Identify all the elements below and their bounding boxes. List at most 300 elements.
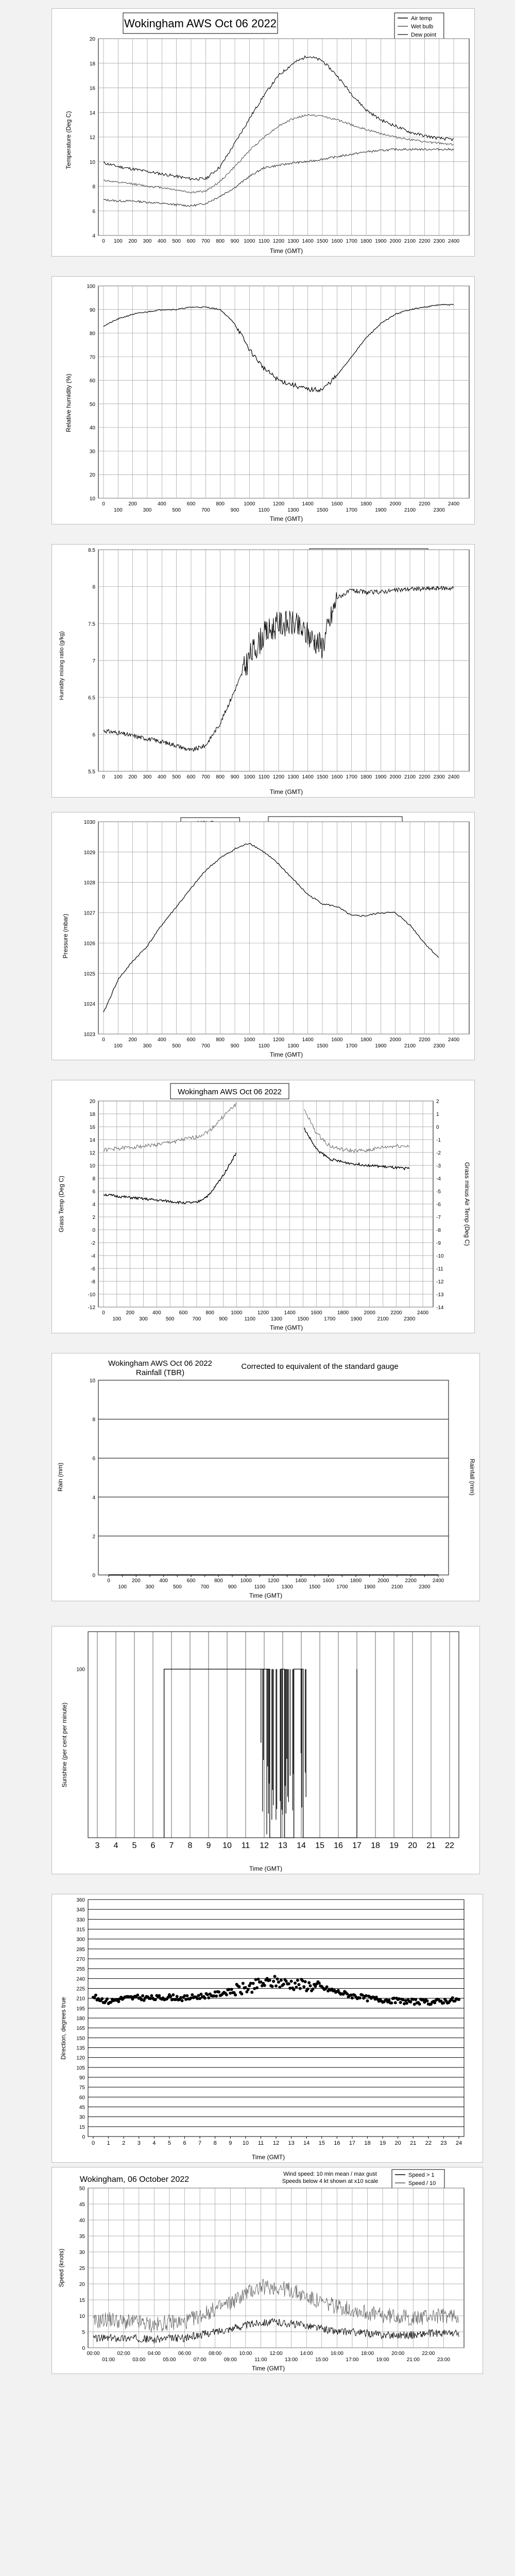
wind-direction-y-tick-label: 195 [76, 2006, 85, 2012]
pressure-chart [52, 812, 474, 1060]
mixing-ratio-x-tick-label: 2100 [404, 774, 416, 780]
mixing-ratio-x-axis-label: Time (GMT) [269, 788, 303, 795]
wind-speed-x-tick-label: 03:00 [132, 2357, 146, 2363]
wind-direction-point [366, 1999, 369, 2003]
rainfall-x-tick-label: 1800 [350, 1578, 362, 1584]
wind-direction-y-tick-label: 360 [76, 1897, 85, 1903]
pressure-x-tick-label: 500 [172, 1043, 181, 1049]
grass-x-tick-label: 1600 [311, 1310, 322, 1316]
sunshine-x-tick-label: 12 [260, 1841, 269, 1850]
humidity-x-tick-label: 800 [216, 501, 225, 507]
pressure-x-tick-label: 200 [128, 1037, 138, 1043]
pressure-x-tick-label: 1600 [331, 1037, 343, 1043]
grass-y-tick-label: -2 [91, 1241, 95, 1246]
humidity-x-tick-label: 2300 [433, 507, 445, 513]
temperature-x-tick-label: 100 [113, 239, 123, 244]
grass-y-tick-label: 14 [89, 1138, 95, 1143]
wind-direction-point [263, 1984, 266, 1987]
humidity-x-tick-label: 1200 [272, 501, 285, 507]
temperature-y-tick-label: 10 [89, 159, 95, 165]
temperature-y-tick-label: 8 [92, 184, 95, 190]
mixing-ratio-x-tick-label: 800 [216, 774, 225, 780]
sunshine-x-tick-label: 4 [113, 1841, 118, 1850]
grass-y2-tick-label: 2 [436, 1099, 439, 1105]
grass-y-tick-label: 4 [92, 1202, 95, 1208]
wind-speed-x-tick-label: 06:00 [178, 2351, 192, 2357]
temperature-x-axis-label: Time (GMT) [269, 247, 303, 255]
mixing-ratio-y-tick-label: 7.5 [88, 621, 95, 628]
wind-direction-point [365, 1994, 368, 1997]
wind-speed-y-tick-label: 15 [79, 2298, 85, 2303]
sunshine-x-tick-label: 6 [150, 1841, 156, 1850]
wind-direction-point [409, 2001, 412, 2004]
pressure-x-tick-label: 2300 [433, 1043, 445, 1049]
wind-direction-point [154, 1998, 157, 2001]
rainfall-x-tick-label: 1200 [267, 1578, 280, 1584]
grass-x-tick-label: 2100 [377, 1316, 389, 1322]
mixing-ratio-x-tick-label: 1200 [272, 774, 285, 780]
temperature-x-tick-label: 1000 [244, 239, 255, 244]
pressure-y-tick-label: 1026 [83, 941, 95, 947]
mixing-ratio-x-tick-label: 1600 [331, 774, 343, 780]
sunshine-x-tick-label: 14 [297, 1841, 306, 1850]
wind-speed-x-tick-label: 09:00 [224, 2357, 237, 2363]
pressure-plot-area [98, 822, 469, 1034]
wind-direction-point [325, 1986, 329, 1989]
grass-x-tick-label: 1400 [284, 1310, 296, 1316]
sunshine-x-tick-label: 22 [445, 1841, 454, 1850]
pressure-x-tick-label: 400 [157, 1037, 166, 1043]
rainfall-plot-area [98, 1380, 449, 1575]
temperature-y-tick-label: 18 [89, 61, 95, 67]
grass-y2-tick-label: -10 [436, 1253, 444, 1259]
temperature-x-tick-label: 900 [230, 239, 239, 244]
pressure-y-axis-label: Pressure (mbar) [62, 913, 69, 959]
temperature-x-tick-label: 1900 [375, 239, 387, 244]
temperature-x-tick-label: 200 [128, 239, 138, 244]
grass-x-tick-label: 1200 [257, 1310, 269, 1316]
humidity-x-tick-label: 1600 [331, 501, 343, 507]
wind-direction-point [93, 1996, 96, 1999]
wind-speed-x-tick-label: 16:00 [330, 2351, 344, 2357]
pressure-y-tick-label: 1023 [83, 1032, 95, 1038]
wind-speed-y-tick-label: 40 [79, 2218, 85, 2224]
humidity-x-tick-label: 0 [102, 501, 105, 507]
grass-y2-tick-label: -14 [436, 1305, 444, 1311]
wind-direction-point [274, 1985, 278, 1988]
humidity-y-tick-label: 20 [89, 472, 95, 479]
humidity-x-tick-label: 500 [172, 507, 181, 513]
wind-direction-point [271, 1985, 274, 1988]
grass-x-tick-label: 2400 [417, 1310, 429, 1316]
rainfall-x-tick-label: 1000 [240, 1578, 252, 1584]
mixing-ratio-x-tick-label: 1000 [244, 774, 255, 780]
wind-direction-point [285, 1980, 288, 1983]
wind-direction-x-tick-label: 3 [137, 2140, 141, 2146]
humidity-x-tick-label: 1900 [375, 507, 387, 513]
temperature-x-tick-label: 400 [157, 239, 166, 244]
wind-speed-x-tick-label: 02:00 [117, 2351, 130, 2357]
grass-y-tick-label: -12 [88, 1305, 95, 1311]
wind-direction-point [242, 1982, 245, 1985]
wind-direction-point [273, 1975, 277, 1978]
wind-speed-x-tick-label: 17:00 [346, 2357, 359, 2363]
wind-direction-point [276, 1977, 279, 1980]
wind-direction-point [457, 1998, 460, 2001]
rainfall-x-tick-label: 200 [131, 1578, 141, 1584]
sunshine-chart-panel [52, 1626, 480, 1874]
humidity-y-tick-label: 70 [89, 354, 95, 361]
wind-direction-point [390, 2002, 393, 2005]
wind-direction-y-tick-label: 270 [76, 1957, 85, 1962]
mixing-ratio-x-tick-label: 0 [102, 774, 105, 780]
grass-x-tick-label: 2000 [364, 1310, 375, 1316]
wind-direction-point [200, 1993, 203, 1996]
humidity-x-tick-label: 400 [157, 501, 166, 507]
wind-direction-point [295, 1986, 298, 1989]
rainfall-x-tick-label: 2100 [391, 1584, 403, 1590]
wind-speed-y-tick-label: 0 [82, 2346, 85, 2351]
wind-direction-point [318, 1981, 321, 1985]
rainfall-x-tick-label: 1100 [254, 1584, 266, 1590]
rainfall-y-tick-label: 6 [92, 1456, 95, 1462]
temperature-x-tick-label: 2300 [433, 239, 445, 244]
wind-direction-x-tick-label: 4 [152, 2140, 156, 2146]
grass-x-tick-label: 1000 [231, 1310, 243, 1316]
temperature-x-tick-label: 1600 [331, 239, 343, 244]
pressure-y-tick-label: 1029 [83, 850, 95, 856]
mixing-ratio-x-tick-label: 1100 [258, 774, 270, 780]
humidity-plot-area [98, 286, 469, 498]
wind-direction-point [268, 1979, 271, 1982]
sunshine-x-tick-label: 20 [408, 1841, 417, 1850]
wind-direction-point [169, 1995, 172, 1998]
grass-y2-tick-label: 1 [436, 1112, 439, 1117]
grass-x-tick-label: 1800 [337, 1310, 349, 1316]
wind-direction-y-tick-label: 315 [76, 1927, 85, 1933]
wind-direction-point [282, 1982, 285, 1986]
temperature-legend-label: Air temp [411, 15, 432, 22]
wind-speed-x-tick-label: 04:00 [147, 2351, 161, 2357]
wind-direction-x-tick-label: 10 [242, 2140, 249, 2146]
sunshine-x-tick-label: 5 [132, 1841, 137, 1850]
rainfall-y-tick-label: 4 [92, 1495, 95, 1501]
wind-direction-y-tick-label: 240 [76, 1976, 85, 1982]
rainfall-y-tick-label: 0 [92, 1573, 95, 1579]
humidity-x-tick-label: 200 [128, 501, 138, 507]
wind-direction-y-tick-label: 105 [76, 2065, 85, 2071]
temperature-y-tick-label: 4 [92, 233, 95, 239]
wind-direction-y-tick-label: 225 [76, 1986, 85, 1992]
grass-x-tick-label: 1100 [244, 1316, 255, 1322]
wind-direction-point [252, 1982, 255, 1985]
rainfall-x-tick-label: 800 [214, 1578, 223, 1584]
wind-direction-y-tick-label: 15 [79, 2124, 85, 2130]
grass-y2-tick-label: -4 [436, 1176, 441, 1182]
wind-direction-point [150, 1994, 153, 1997]
wind-direction-point [297, 1983, 300, 1986]
wind-direction-x-tick-label: 14 [303, 2140, 310, 2146]
temperature-y-tick-label: 16 [89, 86, 95, 92]
wind-direction-y-tick-label: 180 [76, 2016, 85, 2022]
wind-direction-y-tick-label: 330 [76, 1917, 85, 1923]
sunshine-x-tick-label: 18 [371, 1841, 380, 1850]
wind-speed-x-tick-label: 13:00 [285, 2357, 298, 2363]
wind-speed-x-tick-label: 14:00 [300, 2351, 313, 2357]
humidity-x-tick-label: 1500 [316, 507, 329, 513]
wind-speed-legend-label: Speed > 1 [408, 2172, 435, 2178]
grass-x-tick-label: 100 [112, 1316, 122, 1322]
wind-speed-x-tick-label: 23:00 [437, 2357, 450, 2363]
wind-direction-x-tick-label: 23 [440, 2140, 447, 2146]
mixing-ratio-x-tick-label: 200 [128, 774, 138, 780]
grass-y-tick-label: -4 [91, 1253, 95, 1259]
wind-direction-point [257, 1978, 260, 1981]
humidity-x-tick-label: 1800 [360, 501, 372, 507]
pressure-x-tick-label: 300 [143, 1043, 152, 1049]
temperature-y-tick-label: 20 [89, 37, 95, 42]
humidity-y-tick-label: 10 [89, 496, 95, 502]
rainfall-x-tick-label: 1500 [308, 1584, 321, 1590]
wind-direction-point [387, 1998, 390, 2002]
grass-y-tick-label: 8 [92, 1176, 95, 1182]
rainfall-y-tick-label: 2 [92, 1534, 95, 1540]
grass-y2-tick-label: -1 [436, 1138, 441, 1143]
pressure-x-tick-label: 900 [230, 1043, 239, 1049]
wind-direction-point [185, 1994, 188, 1997]
pressure-y-tick-label: 1024 [83, 1002, 95, 1008]
wind-speed-x-tick-label: 05:00 [163, 2357, 176, 2363]
humidity-x-tick-label: 2200 [419, 501, 431, 507]
grass-x-tick-label: 2200 [390, 1310, 402, 1316]
rainfall-x-tick-label: 600 [186, 1578, 196, 1584]
humidity-y-tick-label: 100 [87, 284, 95, 290]
wind-speed-y-tick-label: 25 [79, 2266, 85, 2272]
wind-direction-x-tick-label: 5 [167, 2140, 171, 2146]
grass-y-tick-label: -8 [91, 1279, 95, 1285]
temperature-legend [394, 13, 444, 42]
mixing-ratio-x-tick-label: 1400 [302, 774, 314, 780]
humidity-y-tick-label: 30 [89, 449, 95, 455]
sunshine-x-tick-label: 17 [352, 1841, 362, 1850]
humidity-y-tick-label: 40 [89, 425, 95, 431]
temperature-x-tick-label: 1300 [287, 239, 299, 244]
grass-x-tick-label: 1300 [270, 1316, 282, 1322]
mixing-ratio-x-tick-label: 100 [113, 774, 123, 780]
wind-direction-point [215, 1994, 218, 1997]
grass-chart-panel [52, 1080, 475, 1333]
temperature-chart-title: Wokingham AWS Oct 06 2022 [124, 17, 277, 30]
rainfall-x-tick-label: 2200 [405, 1578, 417, 1584]
wind-direction-point [181, 1999, 184, 2002]
grass-y2-tick-label: -2 [436, 1150, 441, 1156]
grass-y-tick-label: 20 [89, 1099, 95, 1105]
grass-y2-tick-label: -5 [436, 1189, 441, 1195]
wind-direction-point [278, 1986, 281, 1989]
wind-direction-point [106, 1997, 109, 2001]
grass-y2-tick-label: -11 [436, 1266, 443, 1272]
grass-y2-axis-label: Grass minus Air Temp (Deg C) [464, 1162, 471, 1246]
wind-direction-y-tick-label: 285 [76, 1946, 85, 1953]
humidity-y-axis-label: Relative humidity (%) [65, 374, 72, 432]
wind-direction-y-tick-label: 165 [76, 2026, 85, 2032]
mixing-ratio-x-tick-label: 1900 [375, 774, 387, 780]
rainfall-x-tick-label: 900 [228, 1584, 237, 1590]
wind-direction-x-tick-label: 22 [425, 2140, 432, 2146]
temperature-x-tick-label: 1200 [272, 239, 285, 244]
wind-direction-point [306, 1988, 310, 1991]
pressure-y-tick-label: 1028 [83, 880, 95, 886]
sunshine-x-tick-label: 16 [334, 1841, 343, 1850]
pressure-x-tick-label: 2200 [419, 1037, 431, 1043]
wind-speed-y-tick-label: 20 [79, 2282, 85, 2287]
wind-speed-y-tick-label: 35 [79, 2234, 85, 2240]
wind-direction-x-tick-label: 9 [229, 2140, 232, 2146]
wind-direction-x-tick-label: 21 [410, 2140, 417, 2146]
wind-direction-point [247, 1988, 250, 1991]
pressure-x-tick-label: 2000 [389, 1037, 401, 1043]
wind-direction-point [203, 1996, 207, 1999]
wind-speed-y-tick-label: 45 [79, 2202, 85, 2208]
sunshine-chart [52, 1626, 479, 1874]
temperature-y-axis-label: Temperature (Deg C) [65, 111, 72, 170]
sunshine-y-axis-label: Sunshine (per cent per minute) [61, 1702, 68, 1788]
grass-x-tick-label: 600 [179, 1310, 188, 1316]
wind-direction-x-tick-label: 2 [122, 2140, 126, 2146]
grass-chart [52, 1080, 474, 1333]
temperature-y-tick-label: 14 [89, 110, 95, 116]
wind-direction-y-tick-label: 0 [82, 2134, 85, 2140]
wind-speed-note-1: Wind speed: 10 min mean / max gust [283, 2171, 377, 2177]
rainfall-x-tick-label: 1900 [364, 1584, 375, 1590]
temperature-chart [52, 9, 474, 256]
temperature-x-tick-label: 2200 [419, 239, 431, 244]
temperature-x-tick-label: 2400 [448, 239, 460, 244]
wind-speed-x-tick-label: 18:00 [360, 2351, 374, 2357]
sunshine-x-tick-label: 19 [389, 1841, 399, 1850]
mixing-ratio-x-tick-label: 600 [186, 774, 196, 780]
temperature-y-tick-label: 6 [92, 209, 95, 215]
rainfall-x-tick-label: 1700 [336, 1584, 348, 1590]
wind-speed-x-tick-label: 07:00 [193, 2357, 207, 2363]
wind-speed-y-axis-label: Speed (knots) [58, 2248, 65, 2287]
wind-speed-legend [392, 2170, 444, 2190]
wind-direction-point [207, 1996, 210, 1999]
temperature-x-tick-label: 1400 [302, 239, 314, 244]
rainfall-x-tick-label: 2000 [377, 1578, 389, 1584]
wind-direction-point [230, 1988, 233, 1991]
wind-direction-y-tick-label: 345 [76, 1907, 85, 1913]
grass-x-tick-label: 900 [219, 1316, 228, 1322]
pressure-x-tick-label: 100 [113, 1043, 123, 1049]
sunshine-x-tick-label: 15 [315, 1841, 324, 1850]
grass-y2-tick-label: -9 [436, 1241, 441, 1246]
sunshine-x-tick-label: 21 [426, 1841, 436, 1850]
temperature-legend-label: Wet bulb [411, 24, 434, 30]
grass-y-tick-label: 0 [92, 1228, 95, 1233]
mixing-ratio-y-tick-label: 5.5 [88, 769, 95, 775]
wind-speed-y-tick-label: 30 [79, 2250, 85, 2256]
mixing-ratio-y-tick-label: 8.5 [88, 548, 95, 553]
pressure-y-tick-label: 1027 [83, 910, 95, 917]
sunshine-x-tick-label: 3 [95, 1841, 100, 1850]
wind-direction-y-tick-label: 60 [79, 2095, 85, 2101]
rainfall-chart-panel [52, 1353, 480, 1601]
mixing-ratio-x-tick-label: 500 [172, 774, 181, 780]
pressure-x-tick-label: 2100 [404, 1043, 416, 1049]
humidity-x-tick-label: 1400 [302, 501, 314, 507]
wind-direction-y-tick-label: 30 [79, 2114, 85, 2121]
wind-speed-y-tick-label: 50 [79, 2186, 85, 2192]
rainfall-y-axis-label: Rain (mm) [57, 1463, 64, 1492]
wind-direction-y-axis-label: Direction, degrees true [60, 1997, 67, 2060]
grass-y-axis-label: Grass Temp (Deg C) [58, 1176, 65, 1232]
wind-speed-x-tick-label: 21:00 [406, 2357, 420, 2363]
temperature-x-tick-label: 800 [216, 239, 225, 244]
rainfall-chart [52, 1353, 479, 1601]
mixing-ratio-x-tick-label: 700 [201, 774, 210, 780]
wind-direction-point [250, 1991, 253, 1994]
wind-direction-point [304, 1980, 307, 1984]
wind-direction-x-tick-label: 24 [455, 2140, 462, 2146]
wind-direction-chart [52, 1894, 483, 2162]
sunshine-x-tick-label: 9 [206, 1841, 211, 1850]
wind-direction-point [293, 1988, 296, 1991]
mixing-ratio-x-tick-label: 1500 [316, 774, 329, 780]
grass-y2-tick-label: -6 [436, 1202, 441, 1208]
wind-direction-point [307, 1981, 311, 1984]
grass-y2-tick-label: -3 [436, 1163, 441, 1169]
wind-speed-x-tick-label: 19:00 [376, 2357, 389, 2363]
pressure-x-tick-label: 1900 [375, 1043, 387, 1049]
grass-y-tick-label: 6 [92, 1189, 95, 1195]
wind-speed-legend-label: Speed / 10 [408, 2180, 436, 2187]
wind-direction-point [191, 1993, 194, 1996]
pressure-x-tick-label: 2400 [448, 1037, 460, 1043]
wind-direction-x-tick-label: 0 [91, 2140, 95, 2146]
pressure-x-tick-label: 1000 [244, 1037, 255, 1043]
grass-x-tick-label: 800 [205, 1310, 215, 1316]
wind-direction-point [255, 1986, 259, 1989]
wind-direction-y-tick-label: 120 [76, 2055, 85, 2061]
mixing-ratio-x-tick-label: 1300 [287, 774, 299, 780]
mixing-ratio-y-tick-label: 7 [92, 658, 95, 664]
grass-x-tick-label: 300 [139, 1316, 148, 1322]
mixing-ratio-y-tick-label: 8 [92, 584, 95, 590]
temperature-x-tick-label: 300 [143, 239, 152, 244]
wind-direction-point [234, 1993, 237, 1996]
temperature-x-tick-label: 1100 [258, 239, 270, 244]
wind-direction-x-tick-label: 12 [272, 2140, 280, 2146]
wind-direction-point [442, 2002, 445, 2005]
sunshine-x-tick-label: 7 [169, 1841, 174, 1850]
temperature-x-tick-label: 2000 [389, 239, 401, 244]
grass-x-tick-label: 500 [165, 1316, 175, 1322]
wind-direction-x-axis-label: Time (GMT) [251, 2154, 285, 2161]
sunshine-x-tick-label: 11 [241, 1841, 250, 1850]
wind-direction-point [312, 1988, 315, 1991]
pressure-x-tick-label: 1100 [258, 1043, 270, 1049]
wind-direction-point [358, 1996, 362, 1999]
grass-x-tick-label: 400 [152, 1310, 161, 1316]
rainfall-x-tick-label: 500 [173, 1584, 182, 1590]
grass-y2-tick-label: -12 [436, 1279, 444, 1285]
grass-y2-tick-label: -13 [436, 1292, 444, 1298]
wind-speed-x-tick-label: 00:00 [87, 2351, 100, 2357]
wind-direction-x-tick-label: 18 [364, 2140, 371, 2146]
rainfall-x-tick-label: 1400 [295, 1578, 307, 1584]
wind-direction-point [299, 1987, 302, 1990]
